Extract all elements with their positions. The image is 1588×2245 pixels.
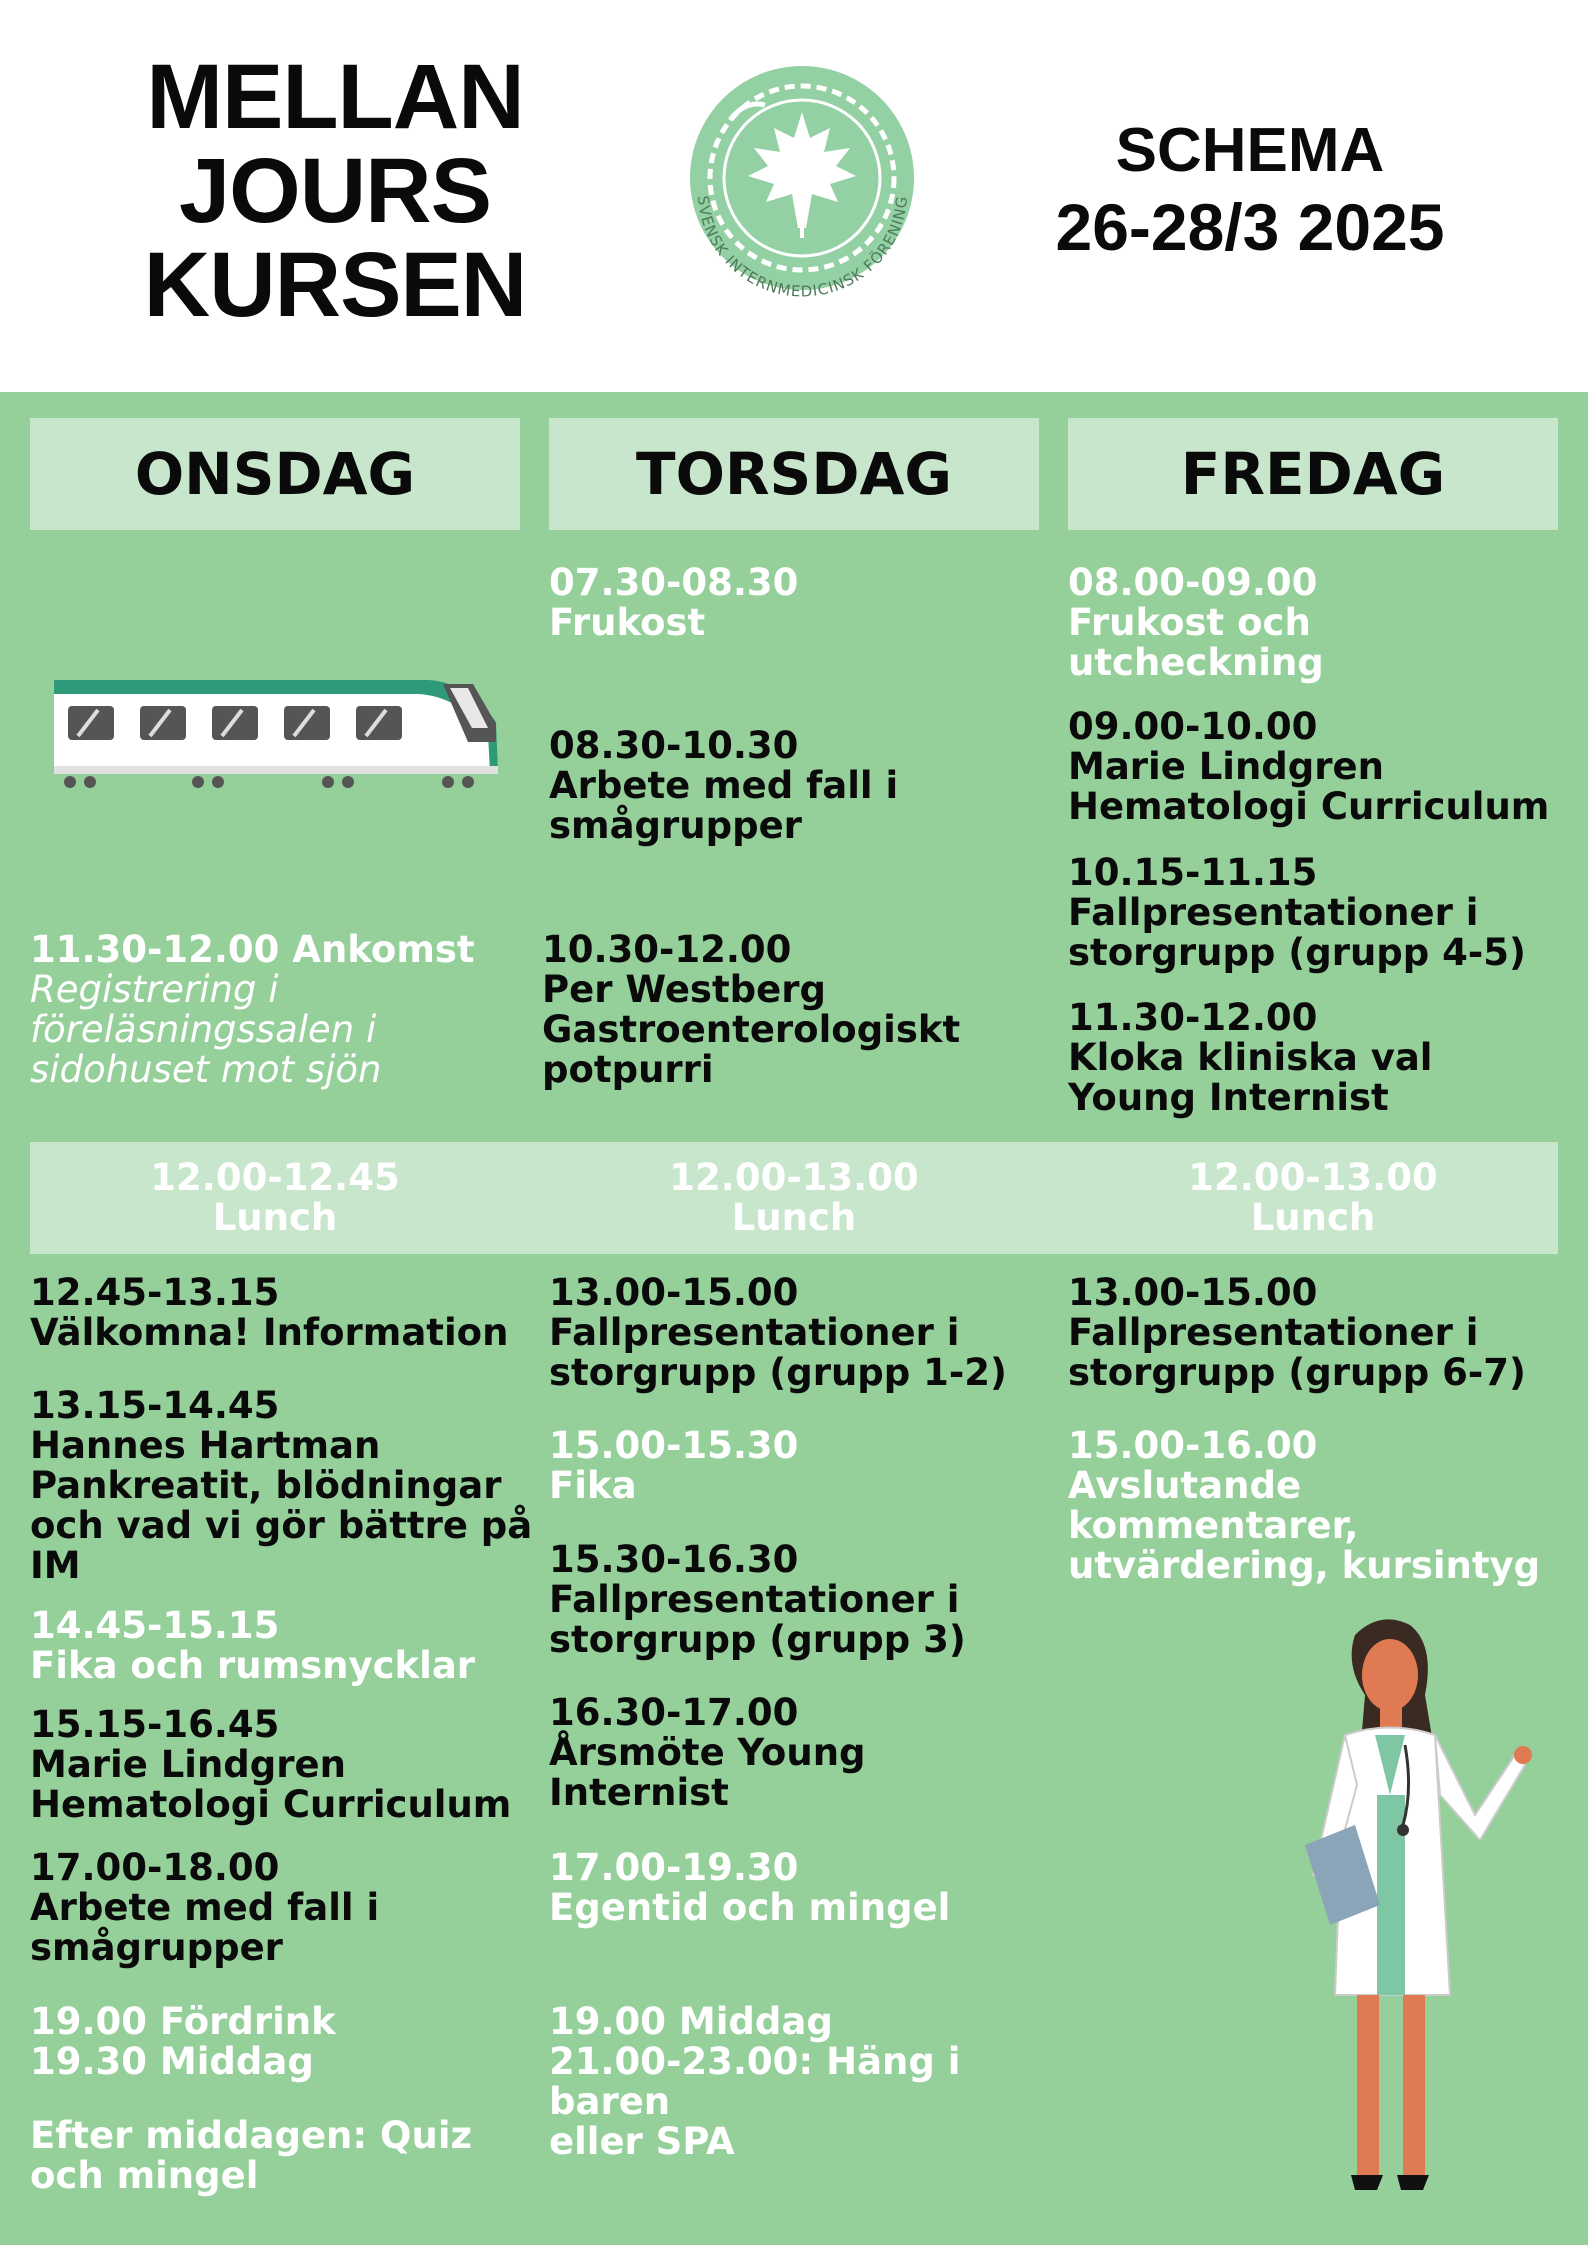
event-time: 08.00-09.00 [1068, 561, 1318, 604]
maple-leaf-logo [670, 60, 935, 325]
event-line: Marie Lindgren [30, 1743, 346, 1786]
event-line: storgrupp (grupp 3) [549, 1618, 966, 1661]
event-line: potpurri [542, 1048, 714, 1091]
onsdag-event-6 [30, 2002, 550, 2082]
fredag-event-5 [1068, 1273, 1588, 1393]
event-time: 15.00-16.00 [1068, 1424, 1318, 1467]
event-line: Arbete med fall i [30, 1886, 380, 1929]
event-time: 15.30-16.30 [549, 1538, 799, 1581]
fredag-event-3 [1068, 853, 1588, 973]
event-time: 10.15-11.15 [1068, 851, 1318, 894]
event-line: storgrupp (grupp 6-7) [1068, 1351, 1526, 1394]
lunch-onsdag [30, 1158, 520, 1238]
lunch-time: 12.00-13.00 [669, 1156, 919, 1199]
torsdag-event-5 [549, 1426, 1069, 1506]
event-line: Hannes Hartman [30, 1424, 381, 1467]
schema-label: SCHEMA [1115, 116, 1385, 185]
header [0, 0, 1588, 392]
event-time: 15.00-15.30 [549, 1424, 799, 1467]
event-line: Pankreatit, blödningar [30, 1464, 502, 1507]
course-title [120, 46, 550, 336]
event-time-title: 11.30-12.00 Ankomst [30, 928, 475, 971]
event-note: sidohuset mot sjön [30, 1048, 382, 1091]
event-time: 10.30-12.00 [542, 928, 792, 971]
onsdag-event-5 [30, 1848, 550, 1968]
event-line: Marie Lindgren [1068, 745, 1384, 788]
event-line: 21.00-23.00: Häng i baren [549, 2040, 961, 2123]
fredag-event-4 [1068, 998, 1588, 1118]
schema-dates: 26-28/3 2025 [1055, 190, 1445, 264]
torsdag-event-4 [549, 1273, 1069, 1393]
torsdag-event-7 [549, 1693, 1069, 1813]
event-line: utcheckning [1068, 641, 1324, 684]
doctor-illustration [1285, 1615, 1550, 2210]
event-time: 13.00-15.00 [549, 1271, 799, 1314]
event-line: Fallpresentationer i [1068, 891, 1479, 934]
event-time: 08.30-10.30 [549, 724, 799, 767]
onsdag-event-2 [30, 1386, 550, 1586]
event-line: Fika [549, 1464, 637, 1507]
torsdag-event-3 [542, 930, 1062, 1090]
torsdag-event-2 [549, 726, 1069, 846]
event-line: Fallpresentationer i [549, 1578, 960, 1621]
event-line: kommentarer, [1068, 1504, 1359, 1547]
event-time: 16.30-17.00 [549, 1691, 799, 1734]
event-line: Fika och rumsnycklar [30, 1644, 476, 1687]
fredag-event-1 [1068, 563, 1588, 683]
event-line: 19.30 Middag [30, 2040, 314, 2083]
event-line: 19.00 Fördrink [30, 2000, 336, 2043]
event-line: Arbete med fall i [549, 764, 899, 807]
event-line: Hematologi Curriculum [1068, 785, 1550, 828]
event-line: Frukost och [1068, 601, 1311, 644]
event-line: och vad vi gör bättre på [30, 1504, 533, 1547]
event-line: och mingel [30, 2154, 259, 2197]
torsdag-event-1 [549, 563, 1069, 643]
event-note: Registrering i [30, 968, 279, 1011]
lunch-time: 12.00-13.00 [1188, 1156, 1438, 1199]
event-line: smågrupper [30, 1926, 283, 1969]
torsdag-event-9 [549, 2002, 1069, 2162]
fredag-event-6 [1068, 1426, 1588, 1586]
day-header-onsdag: ONSDAG [30, 418, 520, 530]
lunch-label: Lunch [212, 1196, 338, 1239]
torsdag-event-8 [549, 1848, 1069, 1928]
event-time: 13.15-14.45 [30, 1384, 280, 1427]
lunch-time: 12.00-12.45 [150, 1156, 400, 1199]
event-time: 14.45-15.15 [30, 1604, 280, 1647]
onsdag-event-1 [30, 1273, 550, 1353]
onsdag-event-3 [30, 1606, 550, 1686]
event-time: 17.00-19.30 [549, 1846, 799, 1889]
event-line: storgrupp (grupp 1-2) [549, 1351, 1007, 1394]
event-time: 07.30-08.30 [549, 561, 799, 604]
event-line: Efter middagen: Quiz [30, 2114, 473, 2157]
event-line: smågrupper [549, 804, 802, 847]
event-time: 13.00-15.00 [1068, 1271, 1318, 1314]
event-time: 17.00-18.00 [30, 1846, 280, 1889]
onsdag-arrival [30, 930, 550, 1090]
event-time: 12.45-13.15 [30, 1271, 280, 1314]
event-time: 09.00-10.00 [1068, 705, 1318, 748]
title-line: MELLAN [146, 46, 524, 148]
fredag-event-2 [1068, 707, 1588, 827]
event-line: Avslutande [1068, 1464, 1302, 1507]
event-line: Internist [549, 1771, 729, 1814]
day-header-torsdag: TORSDAG [549, 418, 1039, 530]
event-line: Gastroenterologiskt [542, 1008, 961, 1051]
event-line: Kloka kliniska val [1068, 1036, 1433, 1079]
event-line: 19.00 Middag [549, 2000, 833, 2043]
lunch-label: Lunch [1250, 1196, 1376, 1239]
train-illustration [48, 672, 503, 790]
event-line: Årsmöte Young [549, 1731, 866, 1774]
lunch-label: Lunch [731, 1196, 857, 1239]
event-time: 11.30-12.00 [1068, 996, 1318, 1039]
event-line: Per Westberg [542, 968, 826, 1011]
event-time: 15.15-16.45 [30, 1703, 280, 1746]
torsdag-event-6 [549, 1540, 1069, 1660]
event-line: Fallpresentationer i [1068, 1311, 1479, 1354]
schedule-heading [1010, 115, 1490, 267]
event-line: IM [30, 1544, 81, 1587]
title-line: JOURS [179, 140, 491, 242]
event-line: Frukost [549, 601, 706, 644]
lunch-fredag [1068, 1158, 1558, 1238]
lunch-torsdag [549, 1158, 1039, 1238]
event-line: Fallpresentationer i [549, 1311, 960, 1354]
event-line: Välkomna! Information [30, 1311, 509, 1354]
day-header-fredag: FREDAG [1068, 418, 1558, 530]
logo-text: SVENSK INTERNMEDICINSK FÖRENING [693, 194, 912, 301]
event-line: utvärdering, kursintyg [1068, 1544, 1541, 1587]
onsdag-event-7 [30, 2116, 550, 2196]
event-line: Egentid och mingel [549, 1886, 951, 1929]
onsdag-event-4 [30, 1705, 550, 1825]
event-line: eller SPA [549, 2120, 735, 2163]
event-line: Hematologi Curriculum [30, 1783, 512, 1826]
event-line: Young Internist [1068, 1076, 1389, 1119]
title-line: KURSEN [143, 234, 527, 336]
event-note: föreläsningssalen i [30, 1008, 377, 1051]
event-line: storgrupp (grupp 4-5) [1068, 931, 1526, 974]
